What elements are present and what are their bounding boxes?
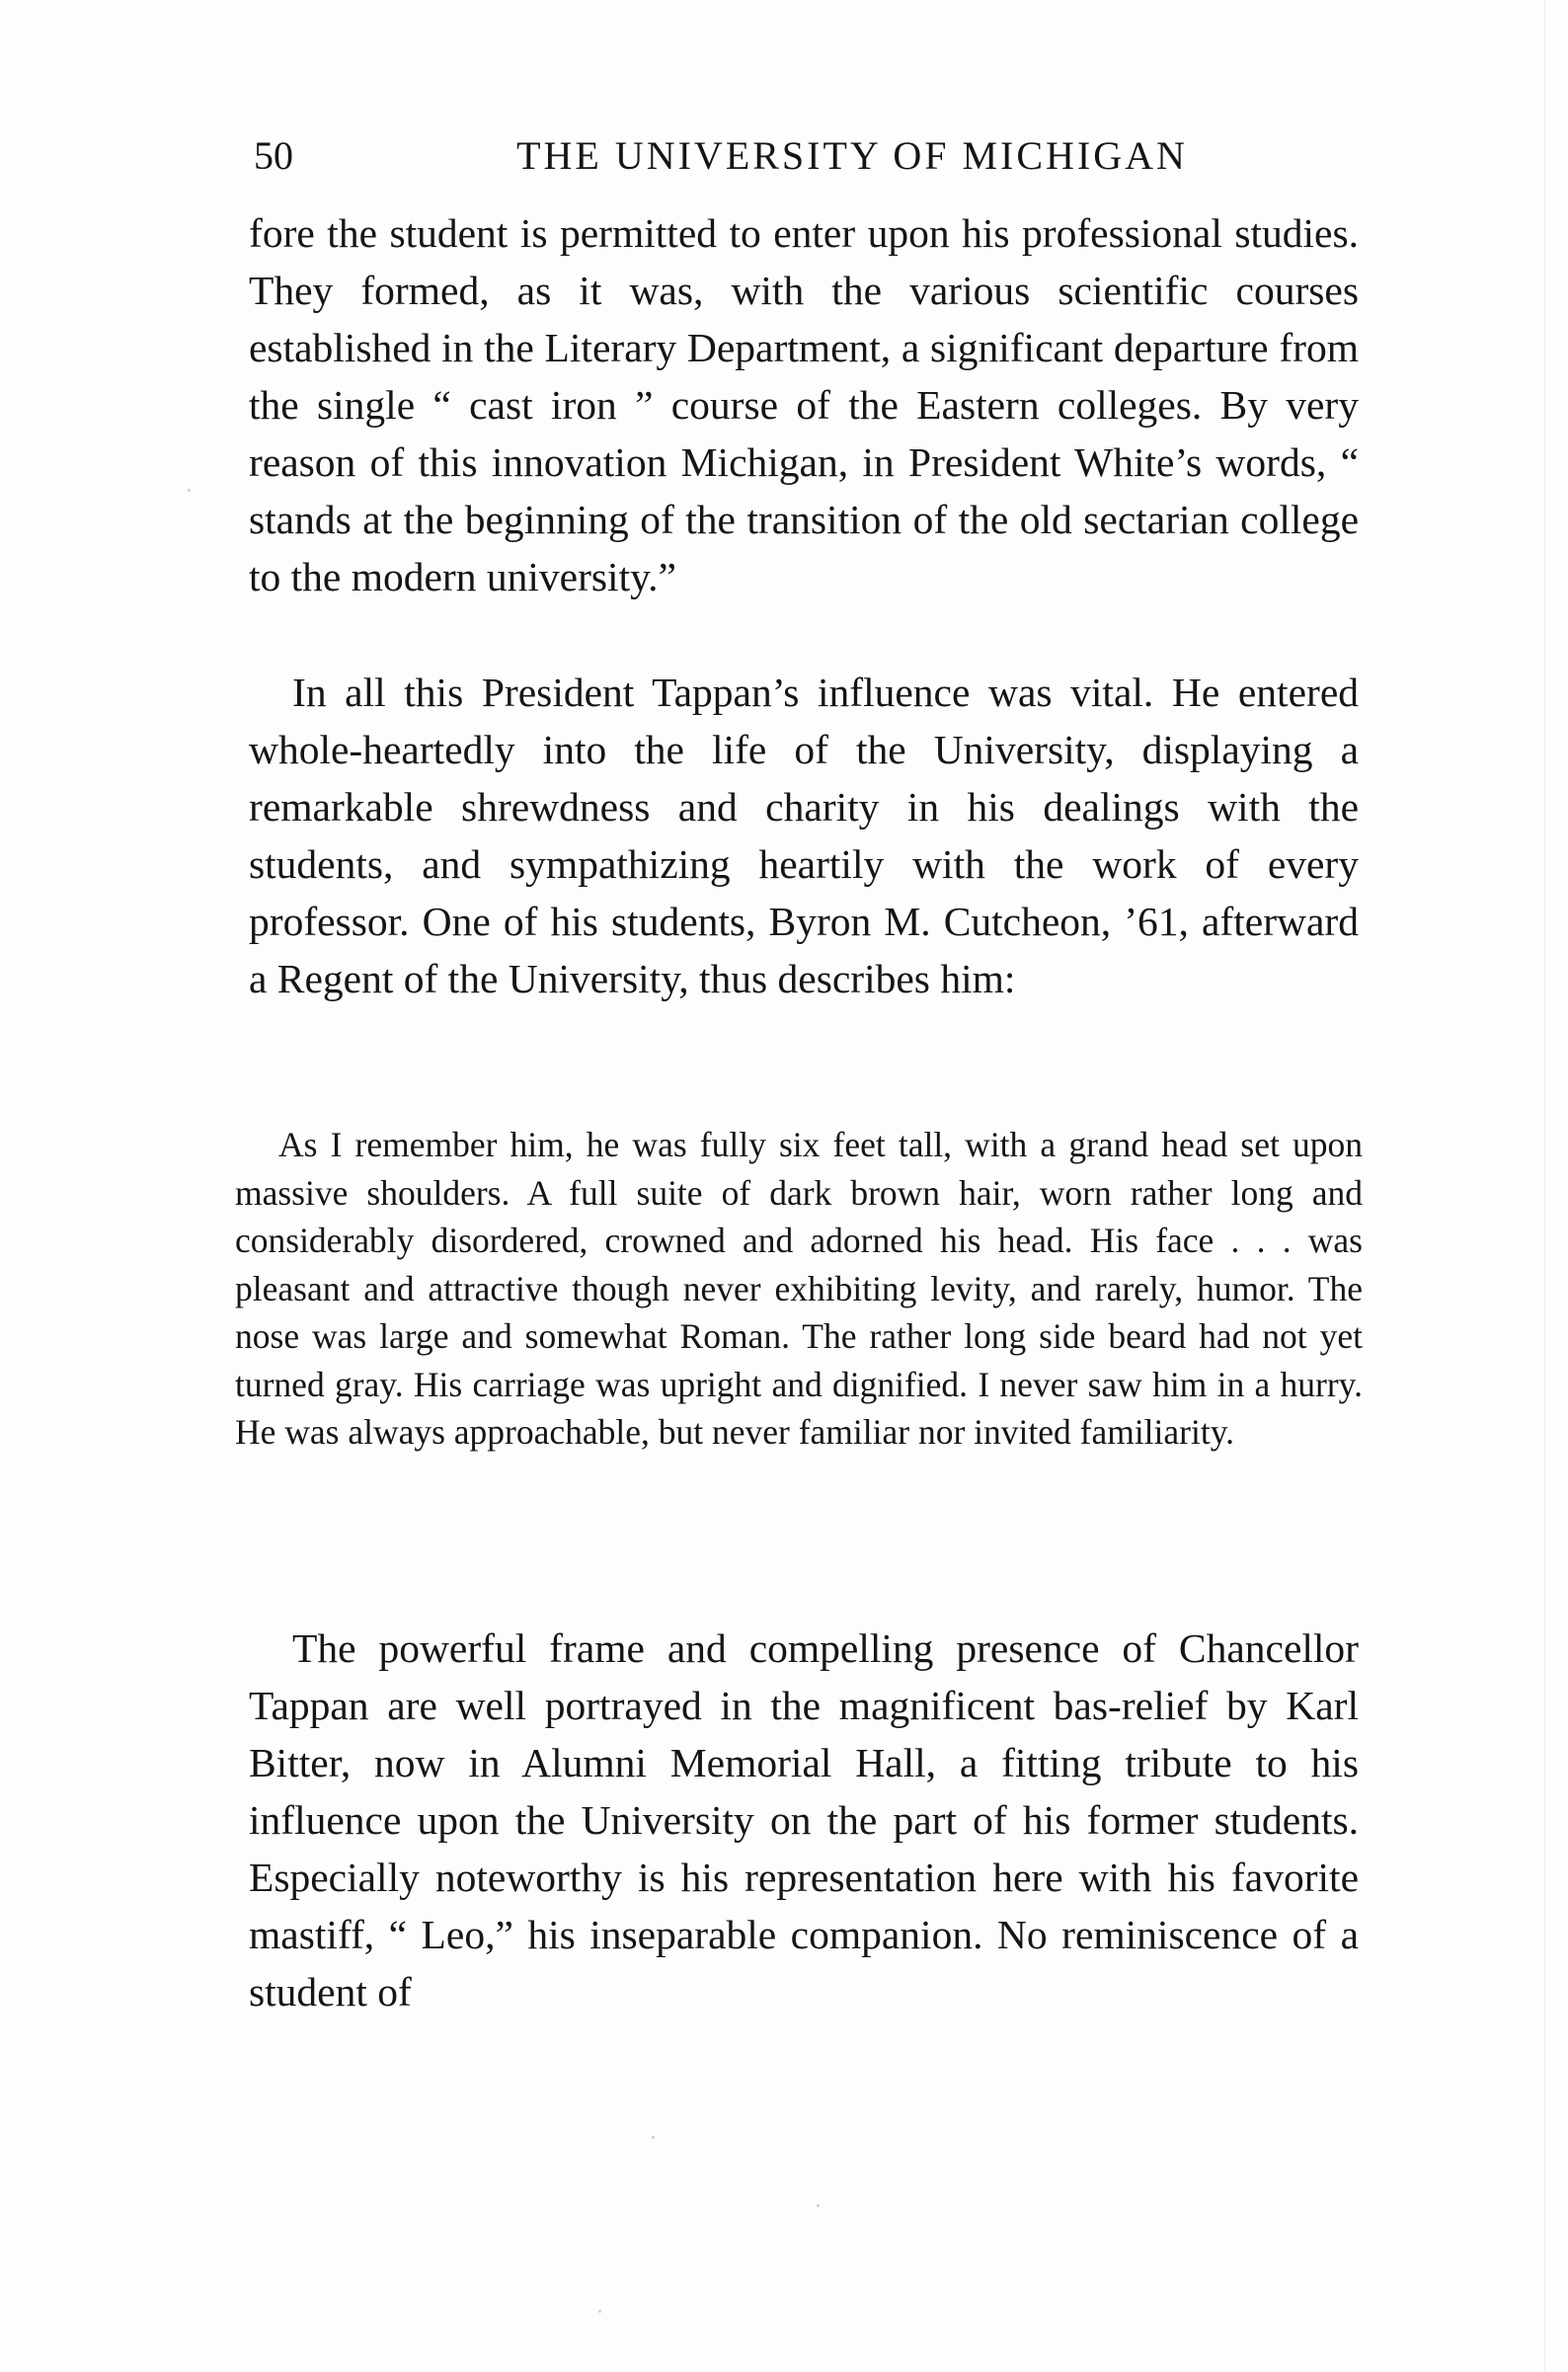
scan-speck [817,2204,820,2207]
scan-edge-line [1544,0,1545,2372]
page-number: 50 [254,133,293,178]
paragraph-1: fore the student is permitted to enter upon his professional studies. They formed, as it was, with the various scientific courses established in the Literary Department, a significant departure from the single “ cast iron ” course of the Eastern colleges. By very reason of this innovation Michigan, in President White’s words, “ stands at the beginning of the transition of the old sectarian college to the modern university.” [249,210,1359,599]
running-head [254,126,1352,186]
scan-speck [652,2136,655,2139]
paragraph-3: The powerful frame and compelling presence of Chancellor Tappan are well portrayed in the magnificent bas-relief by Karl Bitter, now in Alumni Memorial Hall, a fitting tribute to his influence upon the University on the part of his former students. Especially noteworthy is his representation here with his favorite mastiff, “ Leo,” his inseparable companion. No reminiscence of a student of [249,1625,1359,2015]
running-title: THE UNIVERSITY OF MICHIGAN [516,133,1188,178]
block-quotation: As I remember him, he was fully six feet tall, with a grand head set upon massive shoulders. A full suite of dark brown hair, worn rather long and considerably disordered, crowned and adorned his head. His face . . . was pleasant and attractive though never exhibiting levity, and rarely, humor. The nose was large and somewhat Roman. The rather long side beard had not yet turned gray. His carriage was upright and dignified. I never saw him in a hurry. He was always approachable, but never familiar nor invited familiarity. [235,1125,1363,1452]
scan-speck [598,2310,601,2313]
scan-speck [188,489,191,492]
paragraph-2: In all this President Tappan’s influence was vital. He entered whole-heartedly into the life of the University, displaying a remarkable shrewdness and charity in his dealings with the students, and sympathizing heartily with the work of every professor. One of his students, Byron M. Cutcheon, ’61, afterward a Regent of the University, thus describes him: [249,670,1359,1001]
